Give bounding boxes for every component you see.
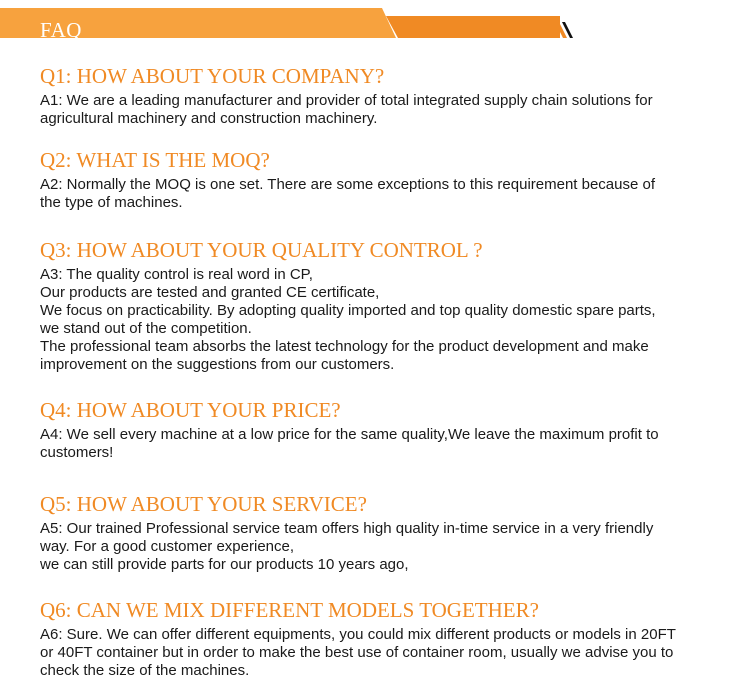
faq-answer-line: way. For a good customer experience, bbox=[40, 538, 295, 555]
faq-answer-line: customers! bbox=[40, 444, 114, 461]
faq-answer-line: or 40FT container but in order to make the best use of container room, usually we advise you to bbox=[40, 644, 674, 661]
faq-list bbox=[40, 64, 730, 680]
faq-answer-line: A5: Our trained Professional service team offers high quality in-time service in a very friendly bbox=[40, 520, 654, 537]
faq-answer-line: We focus on practicability. By adopting quality imported and top quality domestic spare parts, bbox=[40, 302, 656, 319]
faq-answer-line: the type of machines. bbox=[40, 194, 183, 211]
faq-answer-line: A3: The quality control is real word in CP, bbox=[40, 266, 313, 283]
faq-item-q5 bbox=[40, 492, 730, 598]
faq-question: Q5: HOW ABOUT YOUR SERVICE? bbox=[40, 492, 367, 516]
faq-item-q4 bbox=[40, 398, 730, 492]
faq-answer-line: The professional team absorbs the latest technology for the product development and make bbox=[40, 338, 649, 355]
faq-answer-line: A6: Sure. We can offer different equipments, you could mix different products or models in 20FT bbox=[40, 626, 676, 643]
faq-answer-line: check the size of the machines. bbox=[40, 662, 250, 679]
faq-answer-line: A4: We sell every machine at a low price for the same quality,We leave the maximum profit to bbox=[40, 426, 659, 443]
faq-answer-line: we stand out of the competition. bbox=[40, 320, 252, 337]
faq-answer-line: improvement on the suggestions from our customers. bbox=[40, 356, 395, 373]
faq-item-q3 bbox=[40, 238, 730, 398]
faq-question: Q2: WHAT IS THE MOQ? bbox=[40, 148, 270, 172]
faq-item-q2 bbox=[40, 148, 730, 238]
faq-question: Q3: HOW ABOUT YOUR QUALITY CONTROL ? bbox=[40, 238, 483, 262]
faq-banner bbox=[0, 8, 600, 40]
faq-item-q6 bbox=[40, 598, 730, 680]
faq-question: Q1: HOW ABOUT YOUR COMPANY? bbox=[40, 64, 385, 88]
faq-answer-line: A2: Normally the MOQ is one set. There are some exceptions to this requirement because of bbox=[40, 176, 656, 193]
page-title: FAQ bbox=[40, 18, 82, 42]
faq-question: Q4: HOW ABOUT YOUR PRICE? bbox=[40, 398, 341, 422]
faq-answer-line: Our products are tested and granted CE certificate, bbox=[40, 284, 380, 301]
faq-answer-line: A1: We are a leading manufacturer and provider of total integrated supply chain solutions for bbox=[40, 92, 653, 109]
faq-answer-line: agricultural machinery and construction machinery. bbox=[40, 110, 378, 127]
faq-answer-line: we can still provide parts for our products 10 years ago, bbox=[40, 556, 409, 573]
faq-question: Q6: CAN WE MIX DIFFERENT MODELS TOGETHER? bbox=[40, 598, 539, 622]
banner-tail-band bbox=[386, 16, 560, 38]
faq-item-q1 bbox=[40, 64, 730, 148]
banner-graphic bbox=[0, 8, 600, 40]
